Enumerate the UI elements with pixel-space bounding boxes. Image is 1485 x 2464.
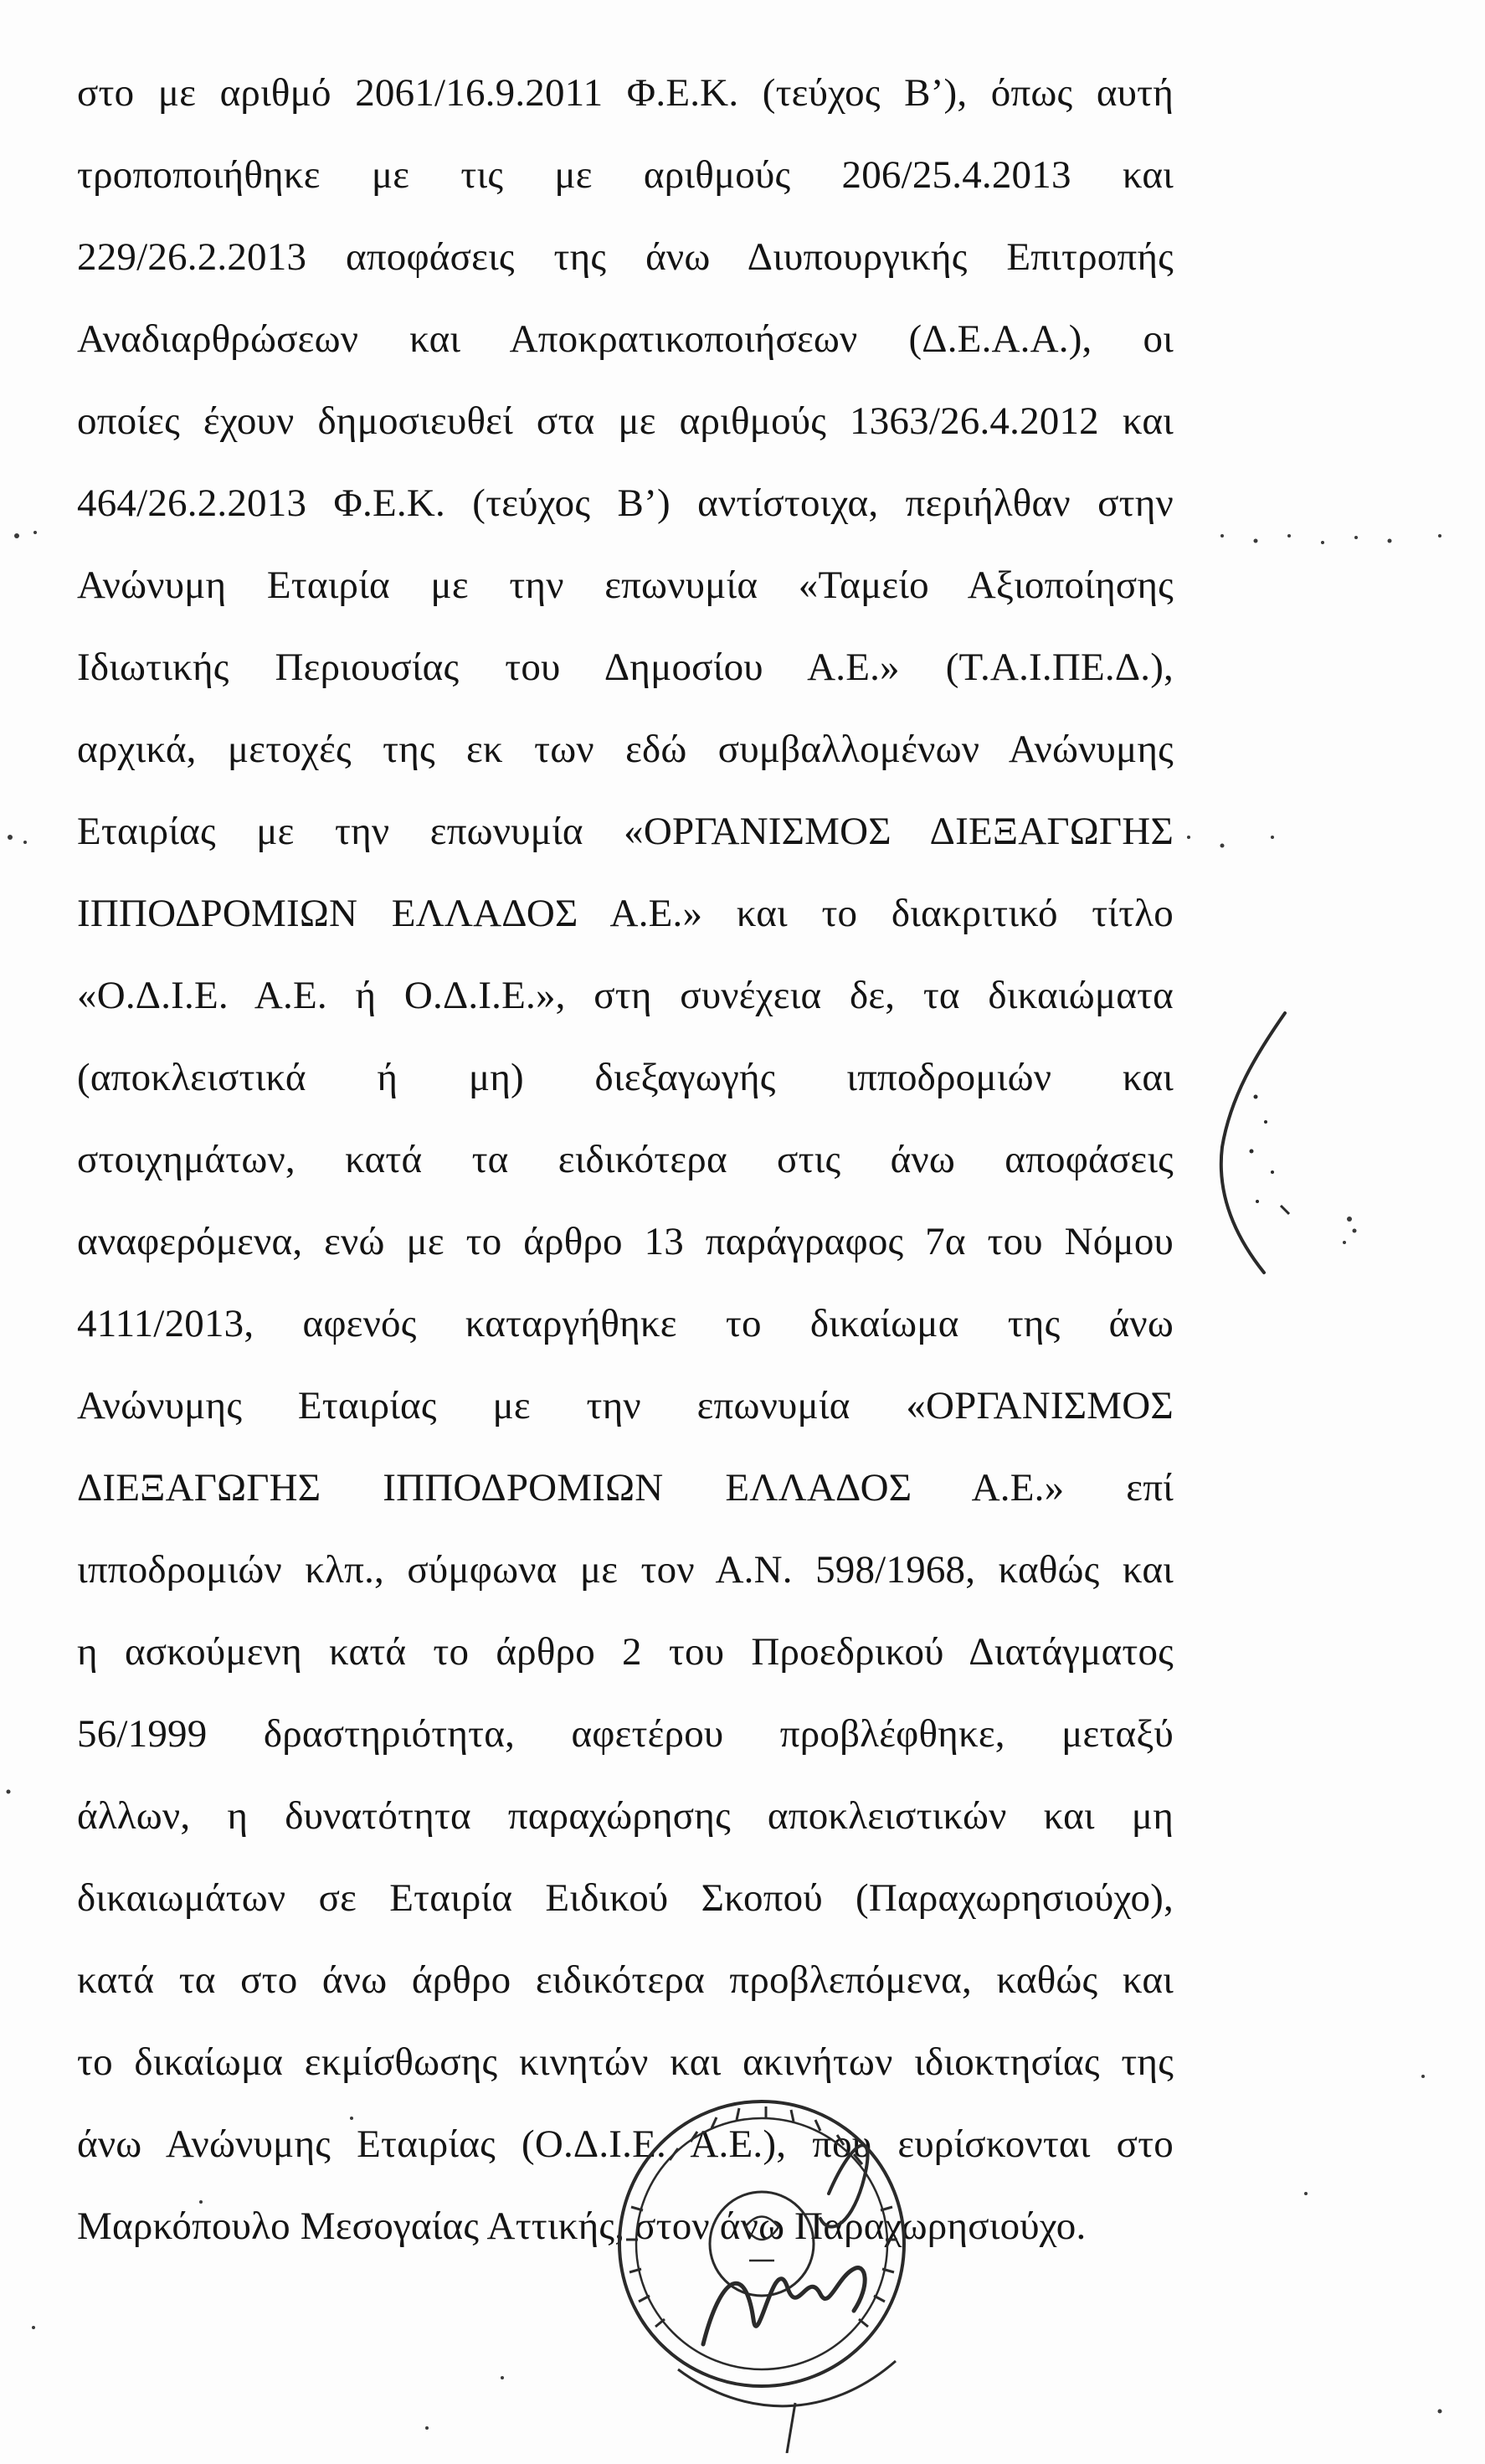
text-line-20: η ασκούμενη κατά το άρθρο 2 του Προεδρικού Διατάγματος bbox=[77, 1630, 1174, 1674]
text-line-12: «Ο.Δ.Ι.Ε. Α.Ε. ή Ο.Δ.Ι.Ε.», στη συνέχεια δε, τα δικαιώματα bbox=[77, 974, 1174, 1017]
text-line-1: στο με αριθμό 2061/16.9.2011 Φ.Ε.Κ. (τεύχος Β’), όπως αυτή bbox=[77, 71, 1174, 115]
text-line-17: Ανώνυμης Εταιρίας με την επωνυμία «ΟΡΓΑΝΙΣΜΟΣ bbox=[77, 1384, 1174, 1427]
official-seal-stamp bbox=[578, 2068, 963, 2453]
text-line-7: Ανώνυμη Εταιρία με την επωνυμία «Ταμείο Αξιοποίησης bbox=[77, 563, 1174, 607]
text-line-8: Ιδιωτικής Περιουσίας του Δημοσίου Α.Ε.» (Τ.Α.Ι.ΠΕ.Δ.), bbox=[77, 646, 1174, 689]
text-line-13: (αποκλειστικά ή μη) διεξαγωγής ιπποδρομιών και bbox=[77, 1056, 1174, 1099]
text-line-18: ΔΙΕΞΑΓΩΓΗΣ ΙΠΠΟΔΡΟΜΙΩΝ ΕΛΛΑΔΟΣ Α.Ε.» επί bbox=[77, 1466, 1174, 1510]
margin-bracket-mark bbox=[1205, 1005, 1306, 1281]
text-line-25: το δικαίωμα εκμίσθωσης κινητών και ακινήτων ιδιοκτησίας της bbox=[77, 2040, 1174, 2084]
text-line-27: Μαρκόπουλο Μεσογαίας Αττικής, στον άνω Παραχωρησιούχο. bbox=[77, 2204, 1087, 2248]
text-line-14: στοιχημάτων, κατά τα ειδικότερα στις άνω αποφάσεις bbox=[77, 1138, 1174, 1181]
text-line-21: 56/1999 δραστηριότητα, αφετέρου προβλέφθηκε, μεταξύ bbox=[77, 1712, 1174, 1756]
text-line-11: ΙΠΠΟΔΡΟΜΙΩΝ ΕΛΛΑΔΟΣ Α.Ε.» και το διακριτικό τίτλο bbox=[77, 892, 1174, 935]
text-line-6: 464/26.2.2013 Φ.Ε.Κ. (τεύχος Β’) αντίστοιχα, περιήλθαν στην bbox=[77, 481, 1174, 525]
body-text bbox=[77, 52, 1174, 2267]
text-line-2: τροποποιήθηκε με τις με αριθμούς 206/25.4.2013 και bbox=[77, 153, 1174, 197]
text-line-19: ιπποδρομιών κλπ., σύμφωνα με τον Α.Ν. 598/1968, καθώς και bbox=[77, 1548, 1174, 1592]
text-line-24: κατά τα στο άνω άρθρο ειδικότερα προβλεπόμενα, καθώς και bbox=[77, 1958, 1174, 2002]
text-line-26: άνω Ανώνυμης Εταιρίας (Ο.Δ.Ι.Ε. Α.Ε.), που ευρίσκονται στο bbox=[77, 2122, 1174, 2166]
text-line-22: άλλων, η δυνατότητα παραχώρησης αποκλειστικών και μη bbox=[77, 1794, 1174, 1838]
text-line-10: Εταιρίας με την επωνυμία «ΟΡΓΑΝΙΣΜΟΣ ΔΙΕΞΑΓΩΓΗΣ bbox=[77, 810, 1174, 853]
text-line-3: 229/26.2.2013 αποφάσεις της άνω Διυπουργικής Επιτροπής bbox=[77, 235, 1174, 279]
text-line-5: οποίες έχουν δημοσιευθεί στα με αριθμούς 1363/26.4.2012 και bbox=[77, 399, 1174, 443]
text-line-4: Αναδιαρθρώσεων και Αποκρατικοποιήσεων (Δ.Ε.Α.Α.), οι bbox=[77, 317, 1174, 361]
text-line-16: 4111/2013, αφενός καταργήθηκε το δικαίωμα της άνω bbox=[77, 1302, 1174, 1345]
text-line-15: αναφερόμενα, ενώ με το άρθρο 13 παράγραφος 7α του Νόμου bbox=[77, 1220, 1174, 1263]
text-line-23: δικαιωμάτων σε Εταιρία Ειδικού Σκοπού (Παραχωρησιούχο), bbox=[77, 1876, 1174, 1920]
text-line-9: αρχικά, μετοχές της εκ των εδώ συμβαλλομένων Ανώνυμης bbox=[77, 728, 1174, 771]
